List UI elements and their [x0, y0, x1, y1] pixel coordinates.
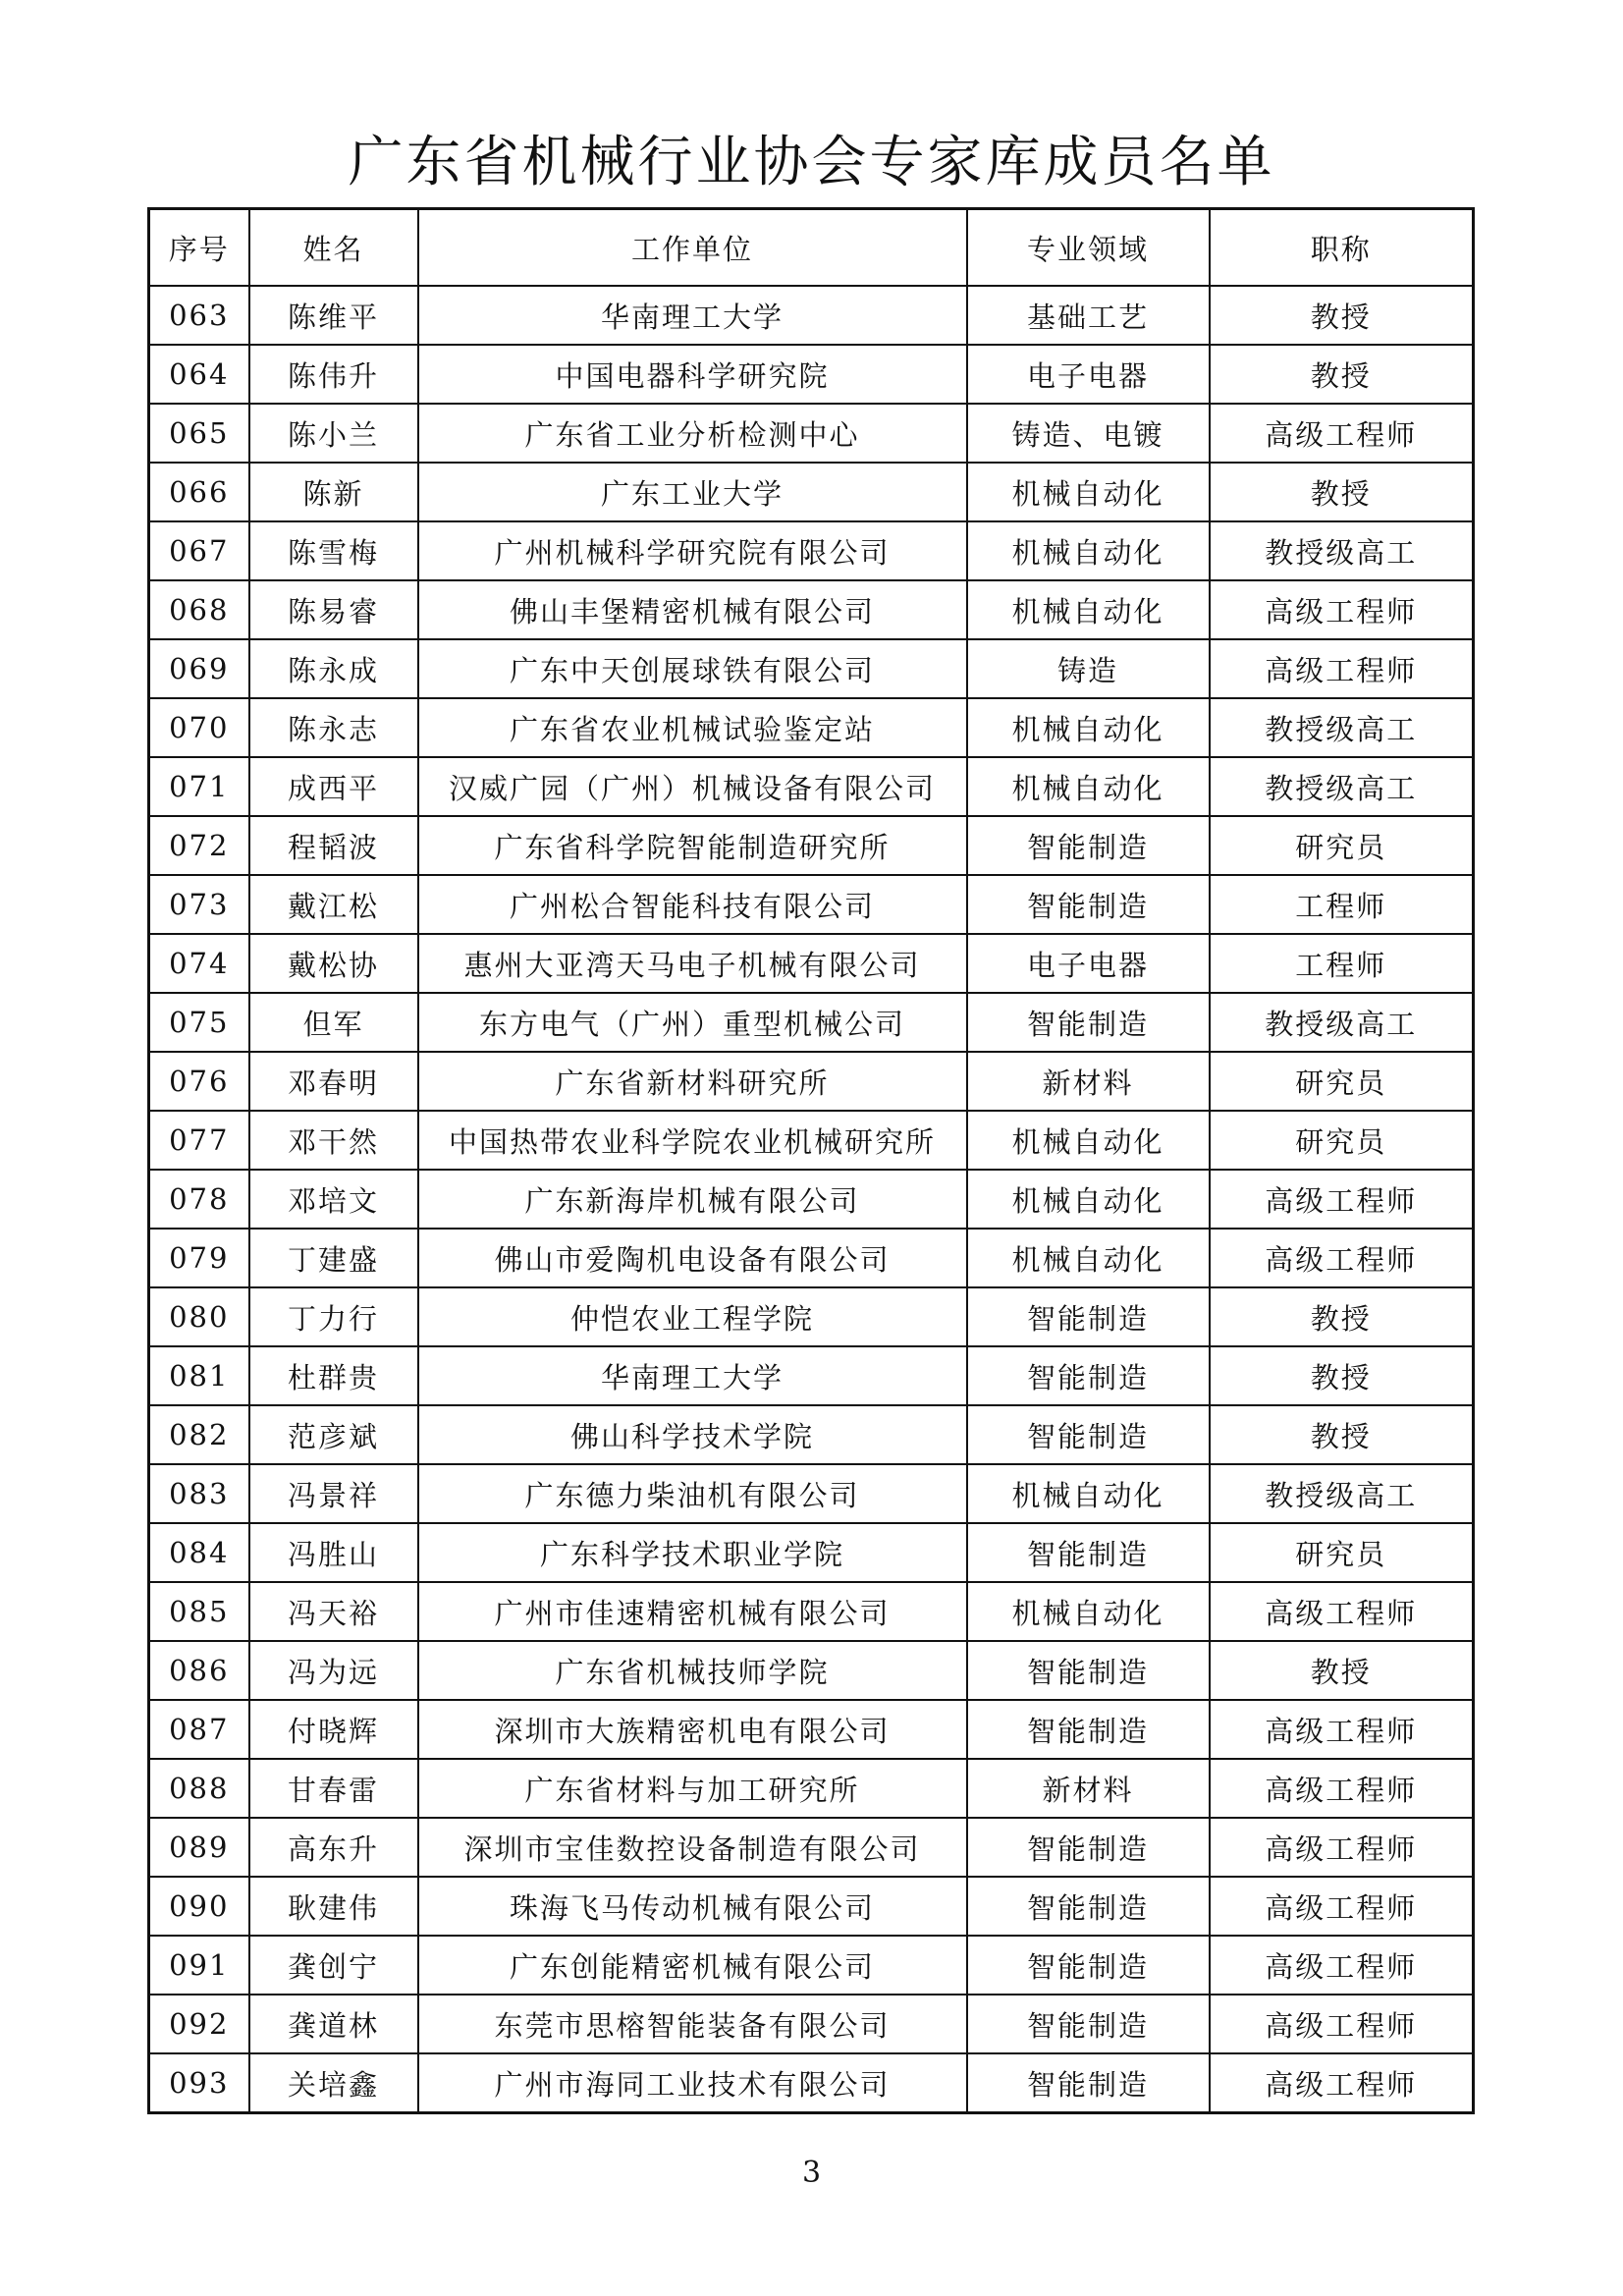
cell-field: 智能制造 — [967, 875, 1210, 934]
header-name: 姓名 — [249, 209, 418, 287]
cell-unit: 佛山丰堡精密机械有限公司 — [418, 580, 967, 639]
cell-title: 教授 — [1210, 1641, 1474, 1700]
cell-field: 智能制造 — [967, 1818, 1210, 1877]
cell-unit: 东莞市思榕智能装备有限公司 — [418, 1995, 967, 2053]
document-title: 广东省机械行业协会专家库成员名单 — [348, 131, 1275, 194]
cell-unit: 广东德力柴油机有限公司 — [418, 1464, 967, 1523]
header-unit: 工作单位 — [418, 209, 967, 287]
table-row — [149, 463, 1474, 521]
cell-seq: 084 — [149, 1523, 249, 1582]
cell-unit: 广东中天创展球铁有限公司 — [418, 639, 967, 698]
cell-name: 范彦斌 — [249, 1405, 418, 1464]
cell-name: 付晓辉 — [249, 1700, 418, 1759]
cell-seq: 093 — [149, 2053, 249, 2113]
cell-title: 教授级高工 — [1210, 698, 1474, 757]
cell-unit: 佛山科学技术学院 — [418, 1405, 967, 1464]
cell-seq: 078 — [149, 1170, 249, 1229]
cell-field: 机械自动化 — [967, 463, 1210, 521]
table-row — [149, 816, 1474, 875]
cell-field: 机械自动化 — [967, 1229, 1210, 1287]
cell-seq: 080 — [149, 1287, 249, 1346]
cell-name: 陈永成 — [249, 639, 418, 698]
cell-field: 智能制造 — [967, 1346, 1210, 1405]
cell-seq: 091 — [149, 1936, 249, 1995]
cell-name: 陈维平 — [249, 286, 418, 345]
cell-title: 高级工程师 — [1210, 404, 1474, 463]
cell-field: 电子电器 — [967, 345, 1210, 404]
cell-seq: 089 — [149, 1818, 249, 1877]
table-row — [149, 757, 1474, 816]
expert-table — [147, 207, 1475, 2114]
table-row — [149, 2053, 1474, 2113]
cell-title: 高级工程师 — [1210, 2053, 1474, 2113]
cell-seq: 065 — [149, 404, 249, 463]
cell-name: 但军 — [249, 993, 418, 1052]
cell-title: 教授级高工 — [1210, 757, 1474, 816]
cell-name: 龚道林 — [249, 1995, 418, 2053]
cell-name: 邓干然 — [249, 1111, 418, 1170]
table-row — [149, 1936, 1474, 1995]
cell-unit: 深圳市宝佳数控设备制造有限公司 — [418, 1818, 967, 1877]
cell-seq: 068 — [149, 580, 249, 639]
table-row — [149, 345, 1474, 404]
cell-title: 教授 — [1210, 286, 1474, 345]
table-body — [149, 286, 1474, 2113]
cell-seq: 085 — [149, 1582, 249, 1641]
header-seq: 序号 — [149, 209, 249, 287]
table-row — [149, 521, 1474, 580]
cell-name: 冯为远 — [249, 1641, 418, 1700]
cell-unit: 广州市佳速精密机械有限公司 — [418, 1582, 967, 1641]
cell-field: 智能制造 — [967, 1641, 1210, 1700]
cell-field: 智能制造 — [967, 1287, 1210, 1346]
cell-name: 关培鑫 — [249, 2053, 418, 2113]
cell-seq: 069 — [149, 639, 249, 698]
cell-seq: 067 — [149, 521, 249, 580]
cell-unit: 广东省材料与加工研究所 — [418, 1759, 967, 1818]
cell-field: 新材料 — [967, 1759, 1210, 1818]
table-header — [149, 209, 1474, 287]
cell-seq: 063 — [149, 286, 249, 345]
cell-field: 机械自动化 — [967, 1582, 1210, 1641]
table-row — [149, 1405, 1474, 1464]
cell-seq: 081 — [149, 1346, 249, 1405]
cell-unit: 深圳市大族精密机电有限公司 — [418, 1700, 967, 1759]
cell-name: 戴江松 — [249, 875, 418, 934]
cell-field: 智能制造 — [967, 1877, 1210, 1936]
table-row — [149, 1229, 1474, 1287]
cell-seq: 075 — [149, 993, 249, 1052]
cell-field: 智能制造 — [967, 1700, 1210, 1759]
cell-unit: 广东创能精密机械有限公司 — [418, 1936, 967, 1995]
cell-name: 冯天裕 — [249, 1582, 418, 1641]
table-row — [149, 1877, 1474, 1936]
cell-field: 机械自动化 — [967, 580, 1210, 639]
cell-name: 冯景祥 — [249, 1464, 418, 1523]
cell-title: 高级工程师 — [1210, 1759, 1474, 1818]
cell-seq: 090 — [149, 1877, 249, 1936]
cell-title: 高级工程师 — [1210, 1229, 1474, 1287]
cell-unit: 中国电器科学研究院 — [418, 345, 967, 404]
table-row — [149, 1287, 1474, 1346]
header-row — [149, 209, 1474, 287]
table-row — [149, 1818, 1474, 1877]
cell-unit: 广东科学技术职业学院 — [418, 1523, 967, 1582]
page-number: 3 — [801, 2156, 822, 2190]
cell-unit: 广州市海同工业技术有限公司 — [418, 2053, 967, 2113]
header-title: 职称 — [1210, 209, 1474, 287]
cell-name: 冯胜山 — [249, 1523, 418, 1582]
cell-field: 机械自动化 — [967, 1170, 1210, 1229]
table-row — [149, 1641, 1474, 1700]
cell-title: 高级工程师 — [1210, 1582, 1474, 1641]
cell-seq: 070 — [149, 698, 249, 757]
cell-title: 研究员 — [1210, 1523, 1474, 1582]
cell-name: 陈永志 — [249, 698, 418, 757]
cell-field: 智能制造 — [967, 1995, 1210, 2053]
table-row — [149, 875, 1474, 934]
cell-name: 陈小兰 — [249, 404, 418, 463]
cell-field: 智能制造 — [967, 993, 1210, 1052]
cell-title: 研究员 — [1210, 816, 1474, 875]
cell-seq: 088 — [149, 1759, 249, 1818]
cell-seq: 086 — [149, 1641, 249, 1700]
cell-title: 教授级高工 — [1210, 1464, 1474, 1523]
cell-seq: 073 — [149, 875, 249, 934]
cell-title: 工程师 — [1210, 875, 1474, 934]
cell-name: 丁建盛 — [249, 1229, 418, 1287]
cell-seq: 072 — [149, 816, 249, 875]
cell-unit: 华南理工大学 — [418, 286, 967, 345]
cell-title: 高级工程师 — [1210, 639, 1474, 698]
table-row — [149, 1464, 1474, 1523]
cell-title: 高级工程师 — [1210, 1936, 1474, 1995]
cell-field: 机械自动化 — [967, 521, 1210, 580]
cell-unit: 华南理工大学 — [418, 1346, 967, 1405]
cell-title: 教授 — [1210, 345, 1474, 404]
cell-unit: 广东省新材料研究所 — [418, 1052, 967, 1111]
cell-seq: 074 — [149, 934, 249, 993]
cell-name: 成西平 — [249, 757, 418, 816]
cell-field: 机械自动化 — [967, 757, 1210, 816]
cell-title: 教授级高工 — [1210, 993, 1474, 1052]
table-row — [149, 1523, 1474, 1582]
cell-name: 陈易睿 — [249, 580, 418, 639]
cell-name: 邓春明 — [249, 1052, 418, 1111]
table-row — [149, 1582, 1474, 1641]
cell-field: 智能制造 — [967, 1936, 1210, 1995]
table-row — [149, 580, 1474, 639]
cell-title: 教授级高工 — [1210, 521, 1474, 580]
cell-seq: 064 — [149, 345, 249, 404]
cell-unit: 广州机械科学研究院有限公司 — [418, 521, 967, 580]
table-row — [149, 934, 1474, 993]
cell-seq: 079 — [149, 1229, 249, 1287]
cell-field: 智能制造 — [967, 816, 1210, 875]
cell-name: 陈伟升 — [249, 345, 418, 404]
cell-field: 智能制造 — [967, 2053, 1210, 2113]
cell-name: 高东升 — [249, 1818, 418, 1877]
cell-field: 机械自动化 — [967, 1464, 1210, 1523]
cell-title: 高级工程师 — [1210, 1877, 1474, 1936]
cell-unit: 东方电气（广州）重型机械公司 — [418, 993, 967, 1052]
cell-field: 智能制造 — [967, 1523, 1210, 1582]
cell-title: 教授 — [1210, 1405, 1474, 1464]
table-row — [149, 1995, 1474, 2053]
cell-unit: 仲恺农业工程学院 — [418, 1287, 967, 1346]
cell-name: 丁力行 — [249, 1287, 418, 1346]
table-row — [149, 1759, 1474, 1818]
cell-unit: 广东省机械技师学院 — [418, 1641, 967, 1700]
cell-field: 铸造、电镀 — [967, 404, 1210, 463]
cell-title: 高级工程师 — [1210, 1170, 1474, 1229]
cell-name: 陈新 — [249, 463, 418, 521]
cell-title: 研究员 — [1210, 1111, 1474, 1170]
cell-unit: 广东省科学院智能制造研究所 — [418, 816, 967, 875]
cell-seq: 077 — [149, 1111, 249, 1170]
cell-title: 高级工程师 — [1210, 580, 1474, 639]
cell-title: 研究员 — [1210, 1052, 1474, 1111]
cell-field: 机械自动化 — [967, 1111, 1210, 1170]
table-row — [149, 1052, 1474, 1111]
header-field: 专业领域 — [967, 209, 1210, 287]
cell-unit: 珠海飞马传动机械有限公司 — [418, 1877, 967, 1936]
cell-unit: 广州松合智能科技有限公司 — [418, 875, 967, 934]
cell-unit: 惠州大亚湾天马电子机械有限公司 — [418, 934, 967, 993]
table-row — [149, 1170, 1474, 1229]
table-row — [149, 404, 1474, 463]
cell-field: 智能制造 — [967, 1405, 1210, 1464]
table-row — [149, 698, 1474, 757]
cell-seq: 082 — [149, 1405, 249, 1464]
cell-unit: 广东省农业机械试验鉴定站 — [418, 698, 967, 757]
table-row — [149, 639, 1474, 698]
cell-title: 工程师 — [1210, 934, 1474, 993]
cell-title: 高级工程师 — [1210, 1818, 1474, 1877]
cell-name: 邓培文 — [249, 1170, 418, 1229]
cell-field: 电子电器 — [967, 934, 1210, 993]
cell-title: 教授 — [1210, 1346, 1474, 1405]
table-row — [149, 286, 1474, 345]
cell-name: 杜群贵 — [249, 1346, 418, 1405]
cell-name: 戴松协 — [249, 934, 418, 993]
cell-title: 教授 — [1210, 463, 1474, 521]
cell-field: 基础工艺 — [967, 286, 1210, 345]
cell-title: 高级工程师 — [1210, 1995, 1474, 2053]
cell-unit: 中国热带农业科学院农业机械研究所 — [418, 1111, 967, 1170]
cell-seq: 092 — [149, 1995, 249, 2053]
cell-name: 程韬波 — [249, 816, 418, 875]
table-row — [149, 1111, 1474, 1170]
cell-unit: 佛山市爱陶机电设备有限公司 — [418, 1229, 967, 1287]
table-row — [149, 1700, 1474, 1759]
cell-title: 教授 — [1210, 1287, 1474, 1346]
cell-name: 陈雪梅 — [249, 521, 418, 580]
cell-unit: 广东新海岸机械有限公司 — [418, 1170, 967, 1229]
cell-seq: 083 — [149, 1464, 249, 1523]
cell-name: 耿建伟 — [249, 1877, 418, 1936]
cell-name: 龚创宁 — [249, 1936, 418, 1995]
table-row — [149, 1346, 1474, 1405]
cell-field: 新材料 — [967, 1052, 1210, 1111]
cell-seq: 087 — [149, 1700, 249, 1759]
cell-field: 铸造 — [967, 639, 1210, 698]
cell-seq: 076 — [149, 1052, 249, 1111]
cell-seq: 071 — [149, 757, 249, 816]
cell-unit: 汉威广园（广州）机械设备有限公司 — [418, 757, 967, 816]
cell-title: 高级工程师 — [1210, 1700, 1474, 1759]
cell-name: 甘春雷 — [249, 1759, 418, 1818]
cell-unit: 广东省工业分析检测中心 — [418, 404, 967, 463]
cell-unit: 广东工业大学 — [418, 463, 967, 521]
cell-field: 机械自动化 — [967, 698, 1210, 757]
cell-seq: 066 — [149, 463, 249, 521]
table-row — [149, 993, 1474, 1052]
